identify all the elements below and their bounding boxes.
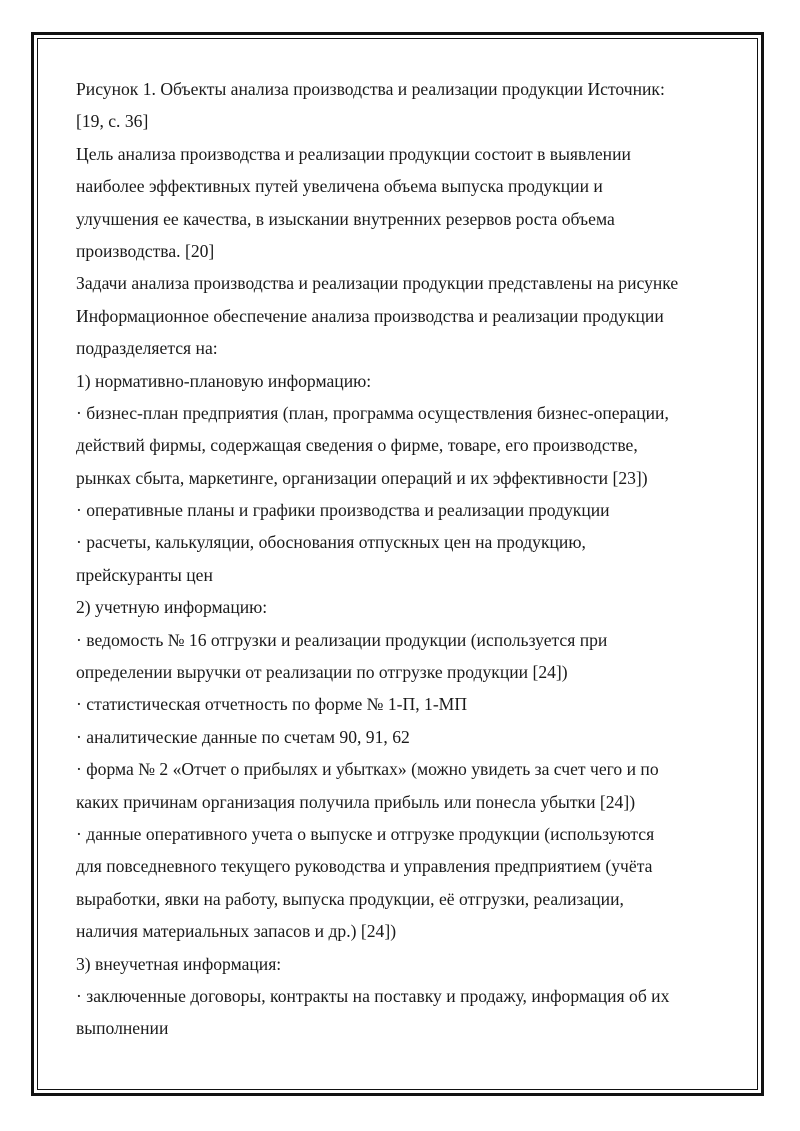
list-item-line: · данные оперативного учета о выпуске и отгрузке продукции (используются (76, 823, 655, 844)
list-item-line: · бизнес-план предприятия (план, программа осуществления бизнес-операции, (76, 402, 669, 423)
list-item-line: · ведомость № 16 отгрузки и реализации продукции (используется при (76, 629, 608, 650)
document-body (76, 73, 726, 1045)
list-item-line: выполнении (76, 1018, 169, 1039)
figure-caption-line: Рисунок 1. Объекты анализа производства и реализации продукции Источник: (76, 79, 665, 99)
list-item-line: прейскуранты цен (76, 564, 213, 585)
list-item-line: каких причинам организация получила прибыль или понесла убытки [24]) (76, 791, 636, 812)
list-item-line: · расчеты, калькуляции, обоснования отпускных цен на продукцию, (76, 532, 586, 553)
list-item-line: · оперативные планы и графики производства и реализации продукции (76, 500, 610, 521)
paragraph-line: Информационное обеспечение анализа производства и реализации продукции (76, 305, 664, 326)
paragraph-line: улучшения ее качества, в изыскании внутренних резервов роста объема (76, 208, 615, 229)
list-item-line: для повседневного текущего руководства и управления предприятием (учёта (76, 856, 653, 877)
list-item-line: выработки, явки на работу, выпуска продукции, её отгрузки, реализации, (76, 888, 624, 909)
paragraph-line: производства. [20] (76, 240, 215, 261)
paragraph-line: наиболее эффективных путей увеличена объема выпуска продукции и (76, 176, 603, 197)
list-item-line: определении выручки от реализации по отгрузке продукции [24]) (76, 662, 568, 683)
list-item-line: рынках сбыта, маркетинге, организации операций и их эффективности [23]) (76, 467, 648, 488)
list-heading: 1) нормативно-плановую информацию: (76, 370, 372, 391)
list-item-line: · форма № 2 «Отчет о прибылях и убытках» (можно увидеть за счет чего и по (76, 759, 659, 780)
list-item-line: · аналитические данные по счетам 90, 91, 62 (76, 726, 410, 747)
list-item-line: действий фирмы, содержащая сведения о фирме, товаре, его производстве, (76, 435, 638, 456)
list-item-line: · статистическая отчетность по форме № 1-П, 1-МП (76, 694, 468, 715)
list-heading: 2) учетную информацию: (76, 597, 268, 618)
paragraph-line: подразделяется на: (76, 338, 218, 359)
list-item-line: · заключенные договоры, контракты на поставку и продажу, информация об их (76, 985, 670, 1006)
list-item-line: наличия материальных запасов и др.) [24]) (76, 921, 397, 942)
paragraph-line: Задачи анализа производства и реализации продукции представлены на рисунке (76, 273, 679, 294)
list-heading: 3) внеучетная информация: (76, 953, 282, 974)
paragraph-line: Цель анализа производства и реализации продукции состоит в выявлении (76, 143, 631, 164)
figure-caption-source: [19, с. 36] (76, 111, 149, 132)
